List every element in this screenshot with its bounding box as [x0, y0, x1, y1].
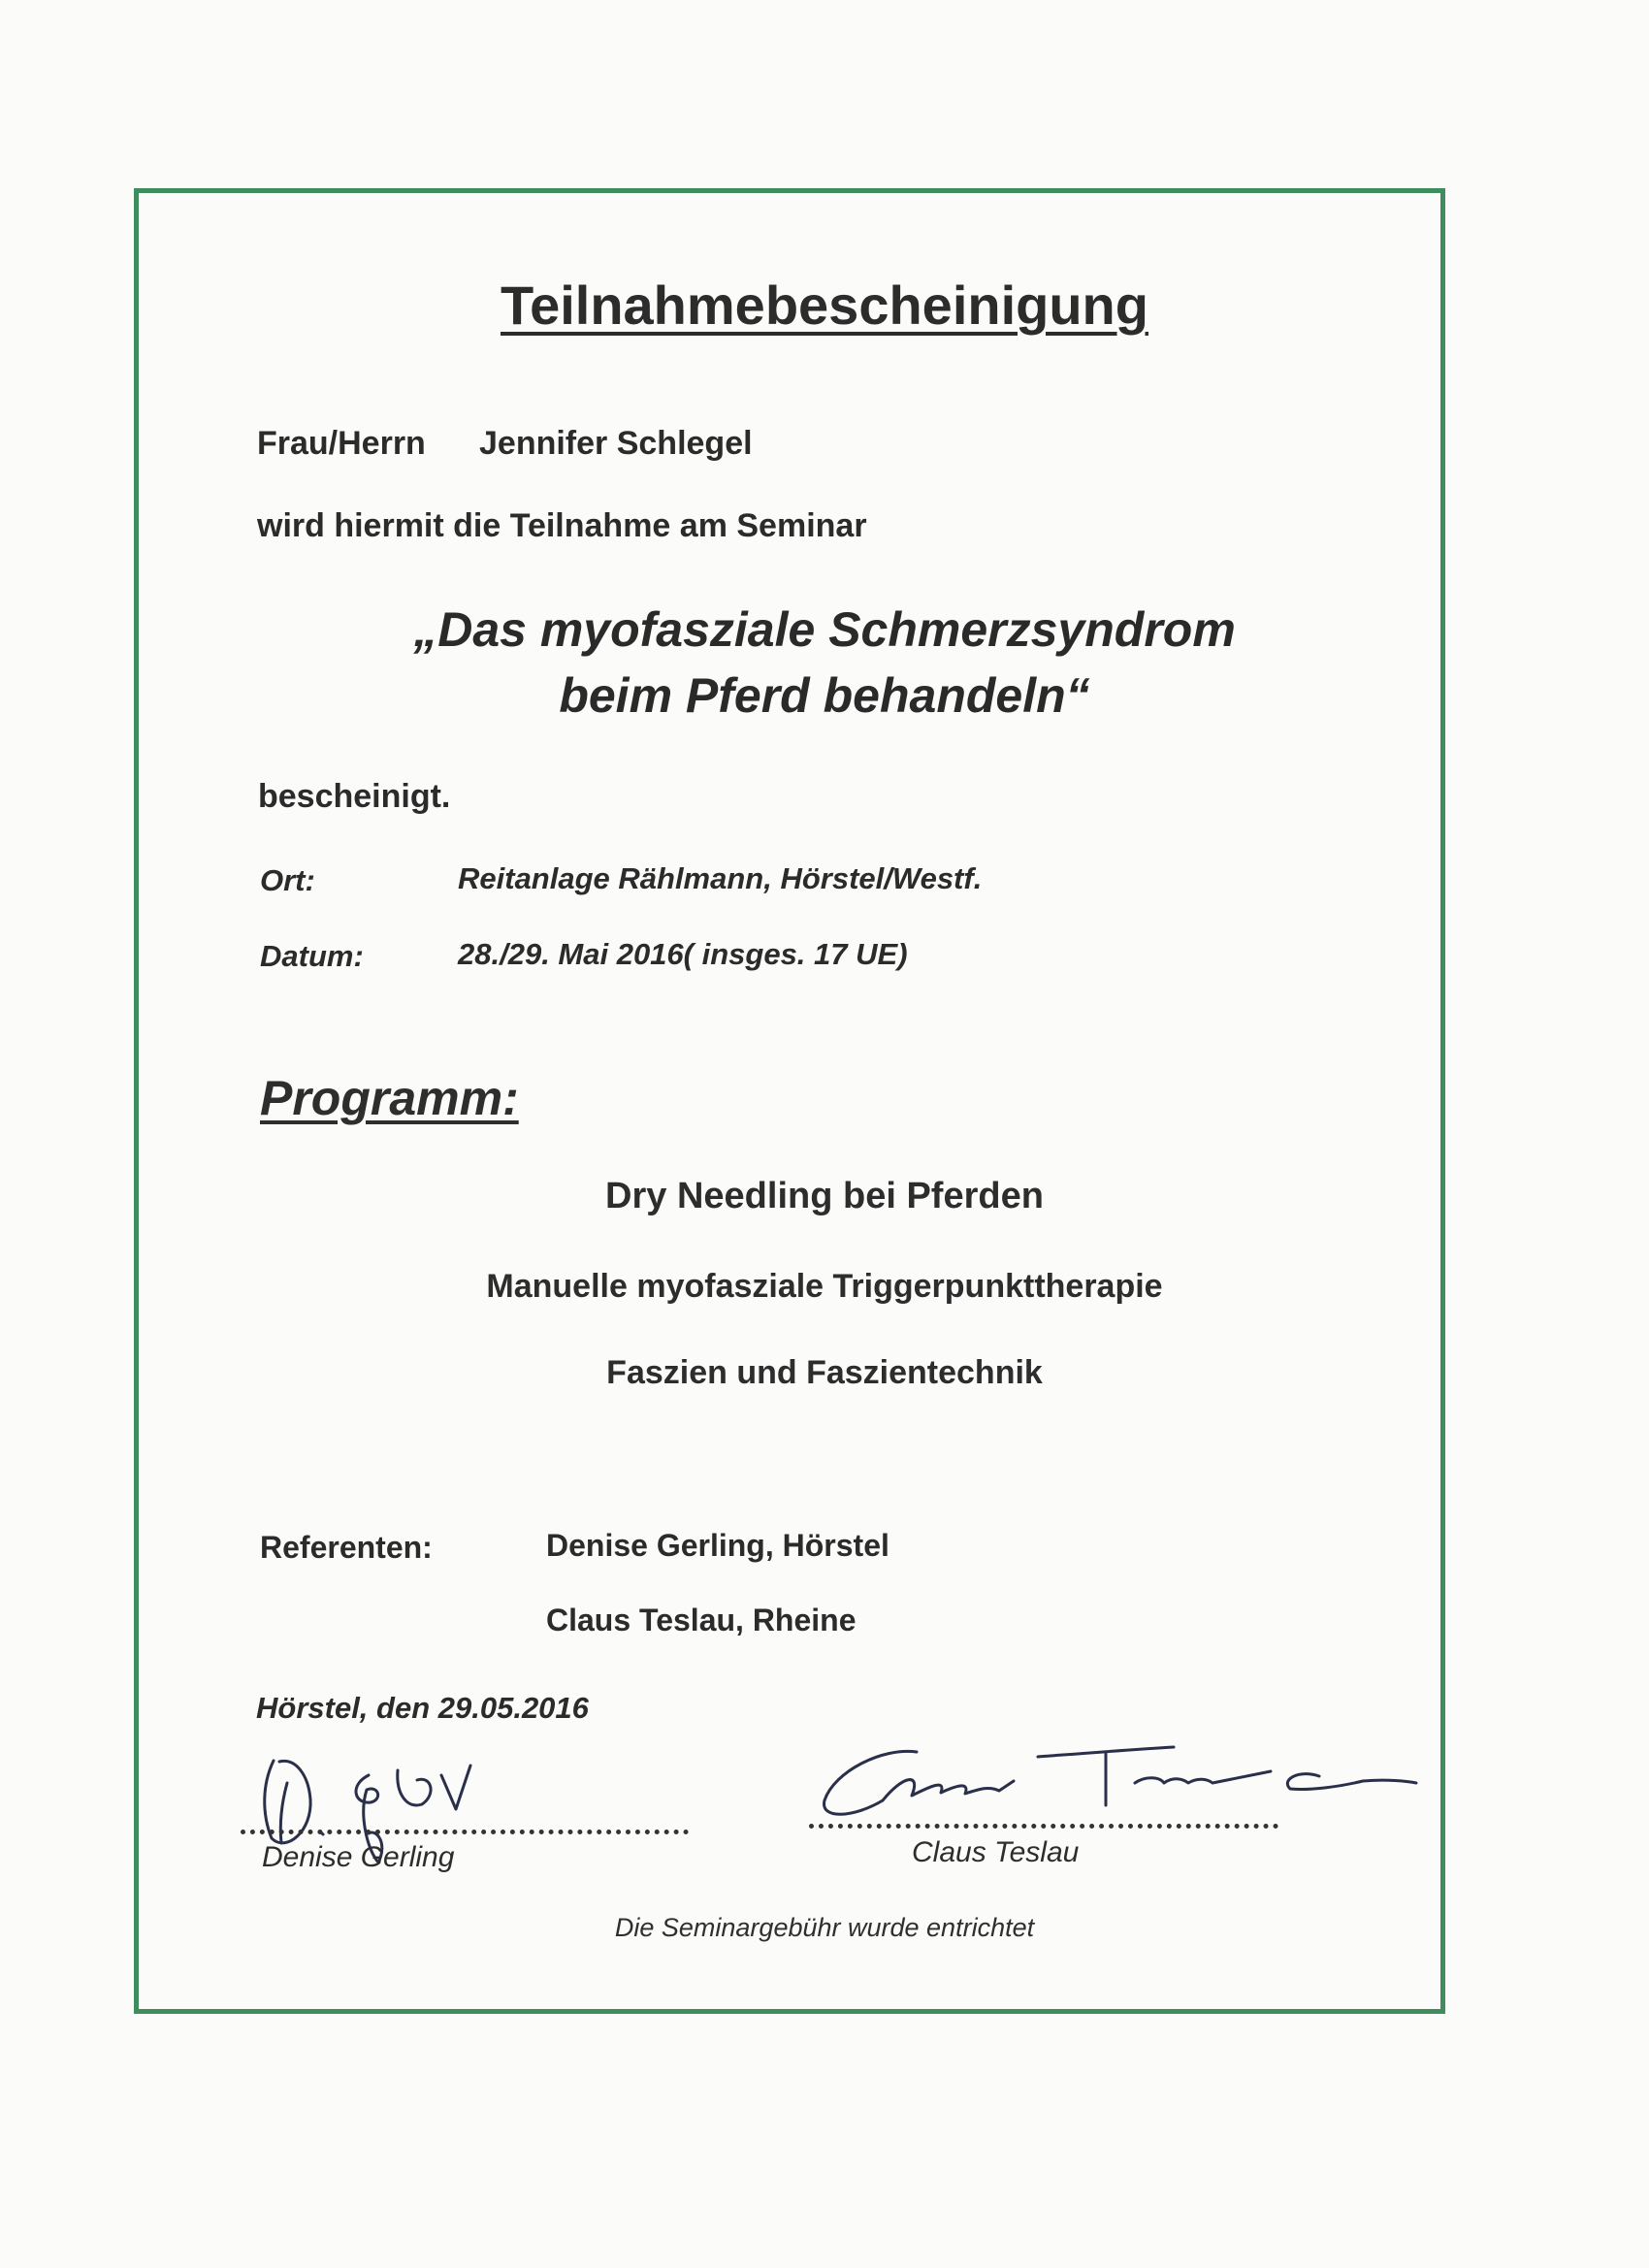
program-item: Faszien und Faszientechnik — [606, 1354, 1043, 1391]
signatory-left-name: Denise Gerling — [262, 1841, 455, 1873]
program-item: Manuelle myofasziale Triggerpunkttherapie — [486, 1268, 1163, 1305]
date-label: Datum: — [260, 939, 364, 973]
location-label: Ort: — [260, 863, 315, 897]
signature-line-left — [241, 1830, 689, 1834]
speaker-name: Claus Teslau, Rheine — [546, 1603, 857, 1637]
salutation-label: Frau/Herrn — [257, 425, 426, 462]
program-heading: Programm: — [260, 1071, 519, 1125]
seminar-title-line1: „Das myofasziale Schmerzsyndrom — [413, 602, 1236, 657]
certificate-title: Teilnahmebescheinigung — [501, 275, 1148, 336]
speaker-name: Denise Gerling, Hörstel — [546, 1528, 889, 1563]
speakers-label: Referenten: — [260, 1530, 433, 1565]
program-item: Dry Needling bei Pferden — [605, 1176, 1044, 1216]
date-value: 28./29. Mai 2016( insges. 17 UE) — [458, 937, 908, 971]
signatory-right-name: Claus Teslau — [912, 1836, 1080, 1868]
participant-name: Jennifer Schlegel — [479, 425, 753, 462]
seminar-title-line2: beim Pferd behandeln“ — [559, 668, 1090, 723]
certified-text: bescheinigt. — [258, 778, 451, 815]
fee-note: Die Seminargebühr wurde entrichtet — [614, 1913, 1035, 1942]
location-value: Reitanlage Rählmann, Hörstel/Westf. — [458, 861, 983, 895]
signature-line-right — [809, 1824, 1278, 1829]
place-date: Hörstel, den 29.05.2016 — [256, 1691, 589, 1725]
intro-text: wird hiermit die Teilnahme am Seminar — [257, 507, 867, 544]
